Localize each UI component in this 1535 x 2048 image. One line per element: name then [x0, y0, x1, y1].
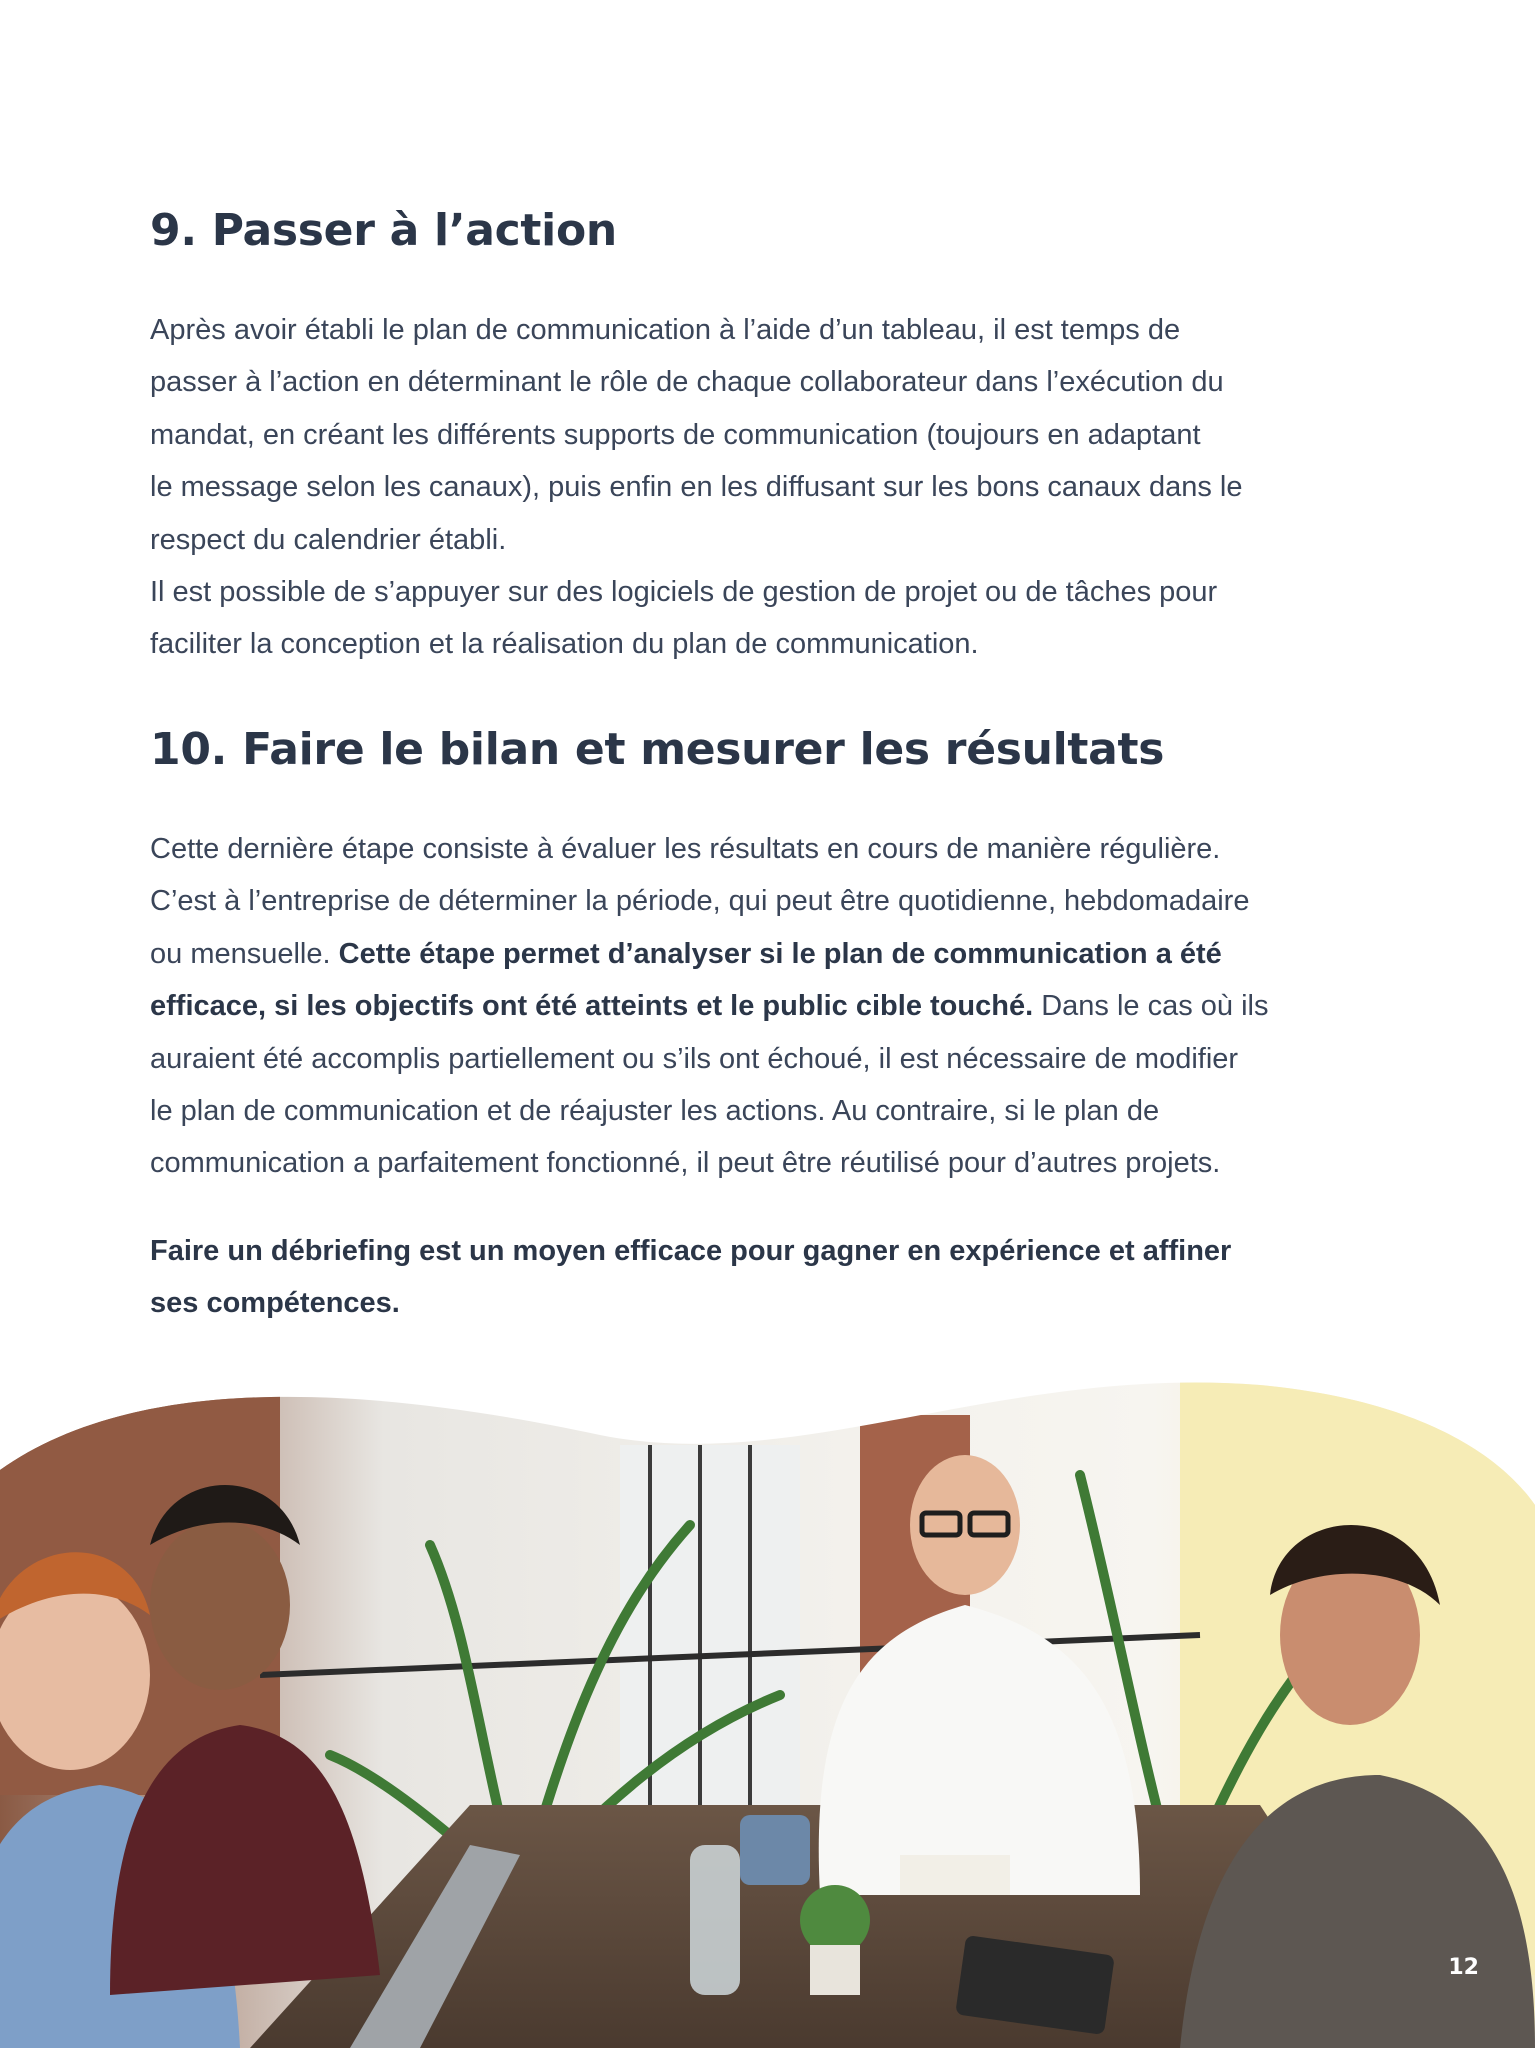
text-line: Il est possible de s’appuyer sur des logiciels de gestion de projet ou de tâches pour: [150, 576, 1218, 609]
text-line: auraient été accomplis partiellement ou s’ils ont échoué, il est nécessaire de modifier: [150, 1042, 1239, 1075]
text-line: communication a parfaitement fonctionné, il peut être réutilisé pour d’autres projets.: [150, 1147, 1221, 1180]
highlight-text: Faire un débriefing est un moyen efficace pour gagner en expérience et affiner: [150, 1235, 1232, 1267]
highlight-text: Cette étape permet d’analyser si le plan de communication a été: [338, 937, 1222, 970]
text-line: [150, 980, 1390, 1032]
text-segment: ou mensuelle.: [150, 937, 339, 970]
section-9-heading: 9. Passer à l’action: [150, 205, 617, 256]
text-line: Après avoir établi le plan de communication à l’aide d’un tableau, il est temps de: [150, 314, 1181, 346]
text-segment: Dans le cas où ils: [1033, 990, 1269, 1023]
section-10-paragraph: [150, 823, 1390, 1190]
section-9-paragraph: [150, 304, 1390, 671]
section-10-heading: 10. Faire le bilan et mesurer les résultats: [150, 724, 1165, 775]
text-line: [150, 928, 1390, 980]
text-line: le message selon les canaux), puis enfin en les diffusant sur les bons canaux dans le: [150, 471, 1243, 504]
text-line: Cette dernière étape consiste à évaluer les résultats en cours de manière régulière.: [150, 833, 1221, 865]
text-line: [150, 1225, 1390, 1277]
text-line: faciliter la conception et la réalisation du plan de communication.: [150, 628, 979, 661]
text-line: C’est à l’entreprise de déterminer la période, qui peut être quotidienne, hebdomadaire: [150, 885, 1250, 918]
text-line: mandat, en créant les différents supports de communication (toujours en adaptant: [150, 418, 1201, 451]
text-line: respect du calendrier établi.: [150, 523, 507, 556]
text-line: le plan de communication et de réajuster les actions. Au contraire, si le plan de: [150, 1095, 1160, 1128]
team-meeting-photo: [0, 1375, 1535, 2048]
conclusion-paragraph: [150, 1225, 1390, 1330]
highlight-text: efficace, si les objectifs ont été atteints et le public cible touché.: [150, 990, 1034, 1023]
text-line: [150, 1277, 1390, 1329]
text-line: passer à l’action en déterminant le rôle de chaque collaborateur dans l’exécution du: [150, 366, 1224, 399]
highlight-text: ses compétences.: [150, 1287, 400, 1320]
page-number: 12: [1448, 1955, 1479, 1980]
